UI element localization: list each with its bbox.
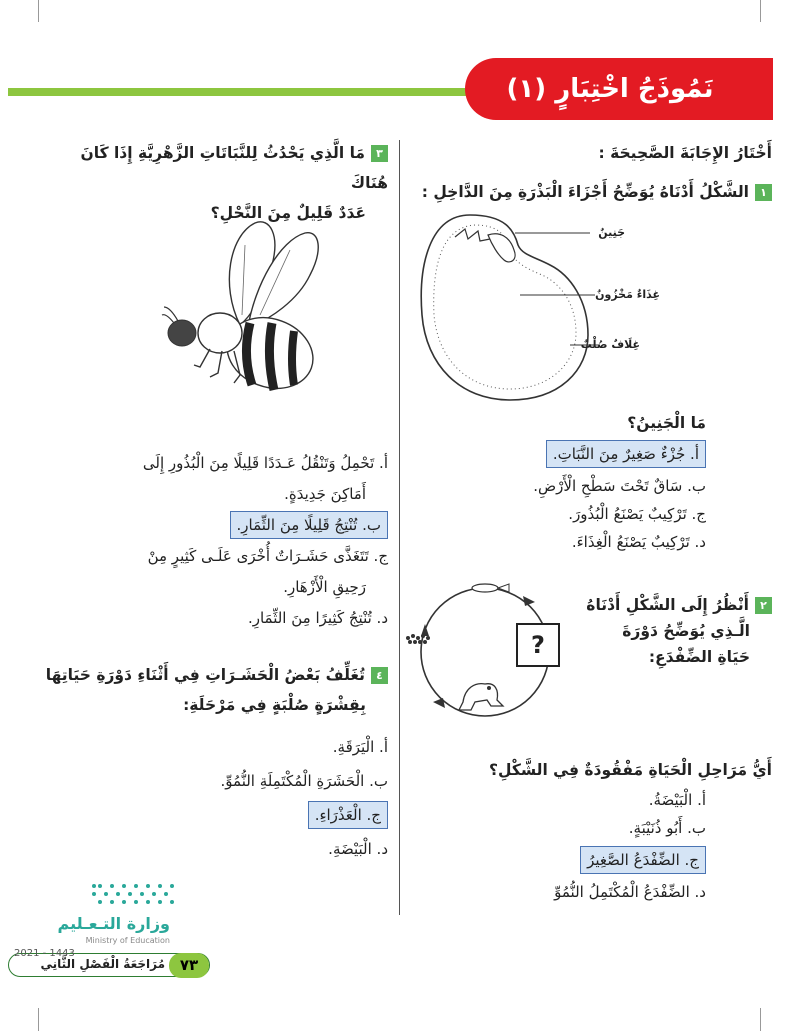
question-text: حَيَاةِ الضِّفْدَعِ: (648, 648, 750, 666)
footer-chapter: مُرَاجَعَةُ الْفَصْلِ الثَّانِي (40, 957, 165, 971)
crop-mark (38, 1008, 39, 1031)
column-divider (399, 140, 400, 915)
option-b[interactable]: ب. أَبُو ذُنَيْبَةٍ. (628, 819, 706, 837)
question-text: أَنْظُرُ إِلَى الشَّكْلِ أَدْنَاهُ (586, 596, 749, 614)
q2-question: أَيُّ مَرَاحِلِ الْحَيَاةِ مَفْقُودَةٌ فِي الشَّكْلِ؟ (489, 761, 772, 779)
footer-year: 2021 - 1443 (14, 948, 75, 959)
option-c[interactable]: ج. تَتَغَذَّى حَشَـرَاتٌ أُخْرَى عَلَـى كَثِيرٍ مِنْ (147, 547, 388, 565)
page-title: نَمُوذَجُ اخْتِبَارٍ (١) (506, 74, 714, 104)
q3-options (40, 448, 388, 634)
question-text: تُغَلِّفُ بَعْضُ الْحَشَـرَاتِ فِي أَثْنَاءِ دَوْرَةِ حَيَاتِهَا (45, 666, 365, 684)
crop-mark (760, 0, 761, 22)
question-text: مَا الَّذِي يَحْدُثُ لِلنَّبَاتَاتِ الزَّهْرِيَّةِ إِذَا كَانَ هُنَاكَ (80, 144, 388, 192)
question-number: ٣ (371, 145, 388, 162)
question-number: ١ (755, 184, 772, 201)
question-2 (560, 592, 772, 670)
option-a[interactable]: أ. الْيَرَقَةِ. (332, 738, 388, 756)
question-text: عَدَدٌ قَلِيلٌ مِنَ النَّحْلِ؟ (210, 204, 366, 222)
missing-stage-box: ? (516, 623, 560, 667)
header-rule (8, 88, 488, 96)
crop-mark (760, 1008, 761, 1031)
bee-illustration (160, 215, 335, 410)
crop-mark (38, 0, 39, 22)
question-text: بِقِشْرَةٍ صُلْبَةٍ فِي مَرْحَلَةِ: (183, 696, 366, 714)
ministry-name-ar: وزارة التـعـليم (57, 914, 170, 933)
question-text: الَّـذِي يُوَضِّحُ دَوْرَةَ (622, 622, 750, 640)
title-banner (465, 58, 773, 120)
question-4 (40, 660, 388, 720)
option-c-correct[interactable]: ج. الضِّفْدَعُ الصَّغِيرُ (580, 846, 706, 874)
label-seed-coat: غِلَافٌ صُلْبٌ (580, 338, 640, 351)
option-c-cont[interactable]: رَحِيقِ الْأَزْهَارِ. (283, 578, 366, 596)
q2-options (410, 786, 706, 906)
option-b[interactable]: ب. سَاقٌ تَحْتَ سَطْحِ الْأَرْضِ. (533, 477, 706, 495)
q1-options (410, 440, 706, 556)
page-number: ٧٣ (169, 953, 209, 978)
instruction: أَخْتَارُ الإِجَابَةَ الصَّحِيحَةَ : (598, 144, 772, 162)
option-b-correct[interactable]: ب. تُنْتِجُ قَلِيلًا مِنَ الثِّمَارِ. (230, 511, 388, 539)
option-b[interactable]: ب. الْحَشَرَةِ الْمُكْتَمِلَةِ النُّمُوِّ. (220, 772, 388, 790)
seed-diagram (410, 205, 670, 410)
option-a[interactable]: أ. تَحْمِلُ وَتَنْقُلُ عَـدَدًا قَلِيلًا مِنَ الْبُذُورِ إِلَى (142, 454, 388, 472)
question-number: ٢ (755, 597, 772, 614)
question-1 (410, 177, 772, 207)
option-d[interactable]: د. تَرْكِيبٌ يَصْنَعُ الْغِذَاءَ. (571, 533, 706, 551)
option-a[interactable]: أ. الْبَيْضَةُ. (648, 791, 706, 809)
question-text: الشَّكْلُ أَدْنَاهُ يُوَضِّحُ أَجْزَاءَ الْبَذْرَةِ مِنَ الدَّاخِلِ : (421, 183, 749, 201)
option-d[interactable]: د. الضِّفْدَعُ الْمُكْتَمِلُ النُّمُوِّ (554, 883, 706, 901)
option-c[interactable]: ج. تَرْكِيبٌ يَصْنَعُ الْبُذُورَ. (568, 505, 706, 523)
option-a-correct[interactable]: أ. جُزْءٌ صَغِيرٌ مِنَ النَّبَاتِ. (546, 440, 706, 468)
option-a-cont[interactable]: أَمَاكِنَ جَدِيدَةٍ. (284, 485, 366, 503)
ministry-name-en: Ministry of Education (85, 936, 170, 945)
option-c-correct[interactable]: ج. الْعَذْرَاءِ. (308, 801, 388, 829)
ministry-logo-icon (88, 880, 180, 908)
q1-question: مَا الْجَنِينُ؟ (627, 414, 706, 432)
label-embryo: جَنِينٌ (598, 226, 625, 239)
question-number: ٤ (371, 667, 388, 684)
option-d[interactable]: د. الْبَيْضَةِ. (328, 840, 388, 858)
label-stored-food: غِذَاءٌ مَخْزُونٌ (595, 288, 660, 301)
q4-options (40, 730, 388, 866)
option-d[interactable]: د. تُنْتِجُ كَثِيرًا مِنَ الثِّمَارِ. (247, 609, 388, 627)
